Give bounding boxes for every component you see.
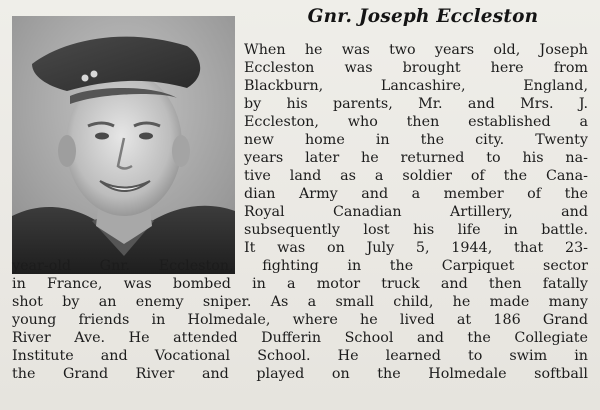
text-line: by his parents, Mr. and Mrs. J. — [244, 96, 588, 112]
text-line: River Ave. He attended Dufferin School and the Collegiate — [12, 330, 588, 346]
text-line: dian Army and a member of the — [244, 186, 588, 202]
text-line: shot by an enemy sniper. As a small child, he made many — [12, 294, 588, 310]
text-line: subsequently lost his life in battle. — [244, 222, 588, 238]
text-line: It was on July 5, 1944, that 23- — [244, 240, 588, 256]
text-line: year-old Gnr. Eccleston, fighting in the Carpiquet sector — [12, 258, 588, 274]
text-line: Institute and Vocational School. He learned to swim in — [12, 348, 588, 364]
text-line: in France, was bombed in a motor truck and then fatally — [12, 276, 588, 292]
text-line: young friends in Holmedale, where he lived at 186 Grand — [12, 312, 588, 328]
portrait-photo — [12, 16, 235, 274]
text-line: Eccleston was brought here from — [244, 60, 588, 76]
article-title: Gnr. Joseph Eccleston — [307, 6, 539, 27]
text-line: years later he returned to his na- — [244, 150, 588, 166]
text-line: Eccleston, who then established a — [244, 114, 588, 130]
text-line: tive land as a soldier of the Cana- — [244, 168, 588, 184]
text-line: When he was two years old, Joseph — [244, 42, 588, 58]
text-line: Royal Canadian Artillery, and — [244, 204, 588, 220]
text-line: Blackburn, Lancashire, England, — [244, 78, 588, 94]
text-line: the Grand River and played on the Holmedale softball — [12, 366, 588, 382]
text-line: new home in the city. Twenty — [244, 132, 588, 148]
